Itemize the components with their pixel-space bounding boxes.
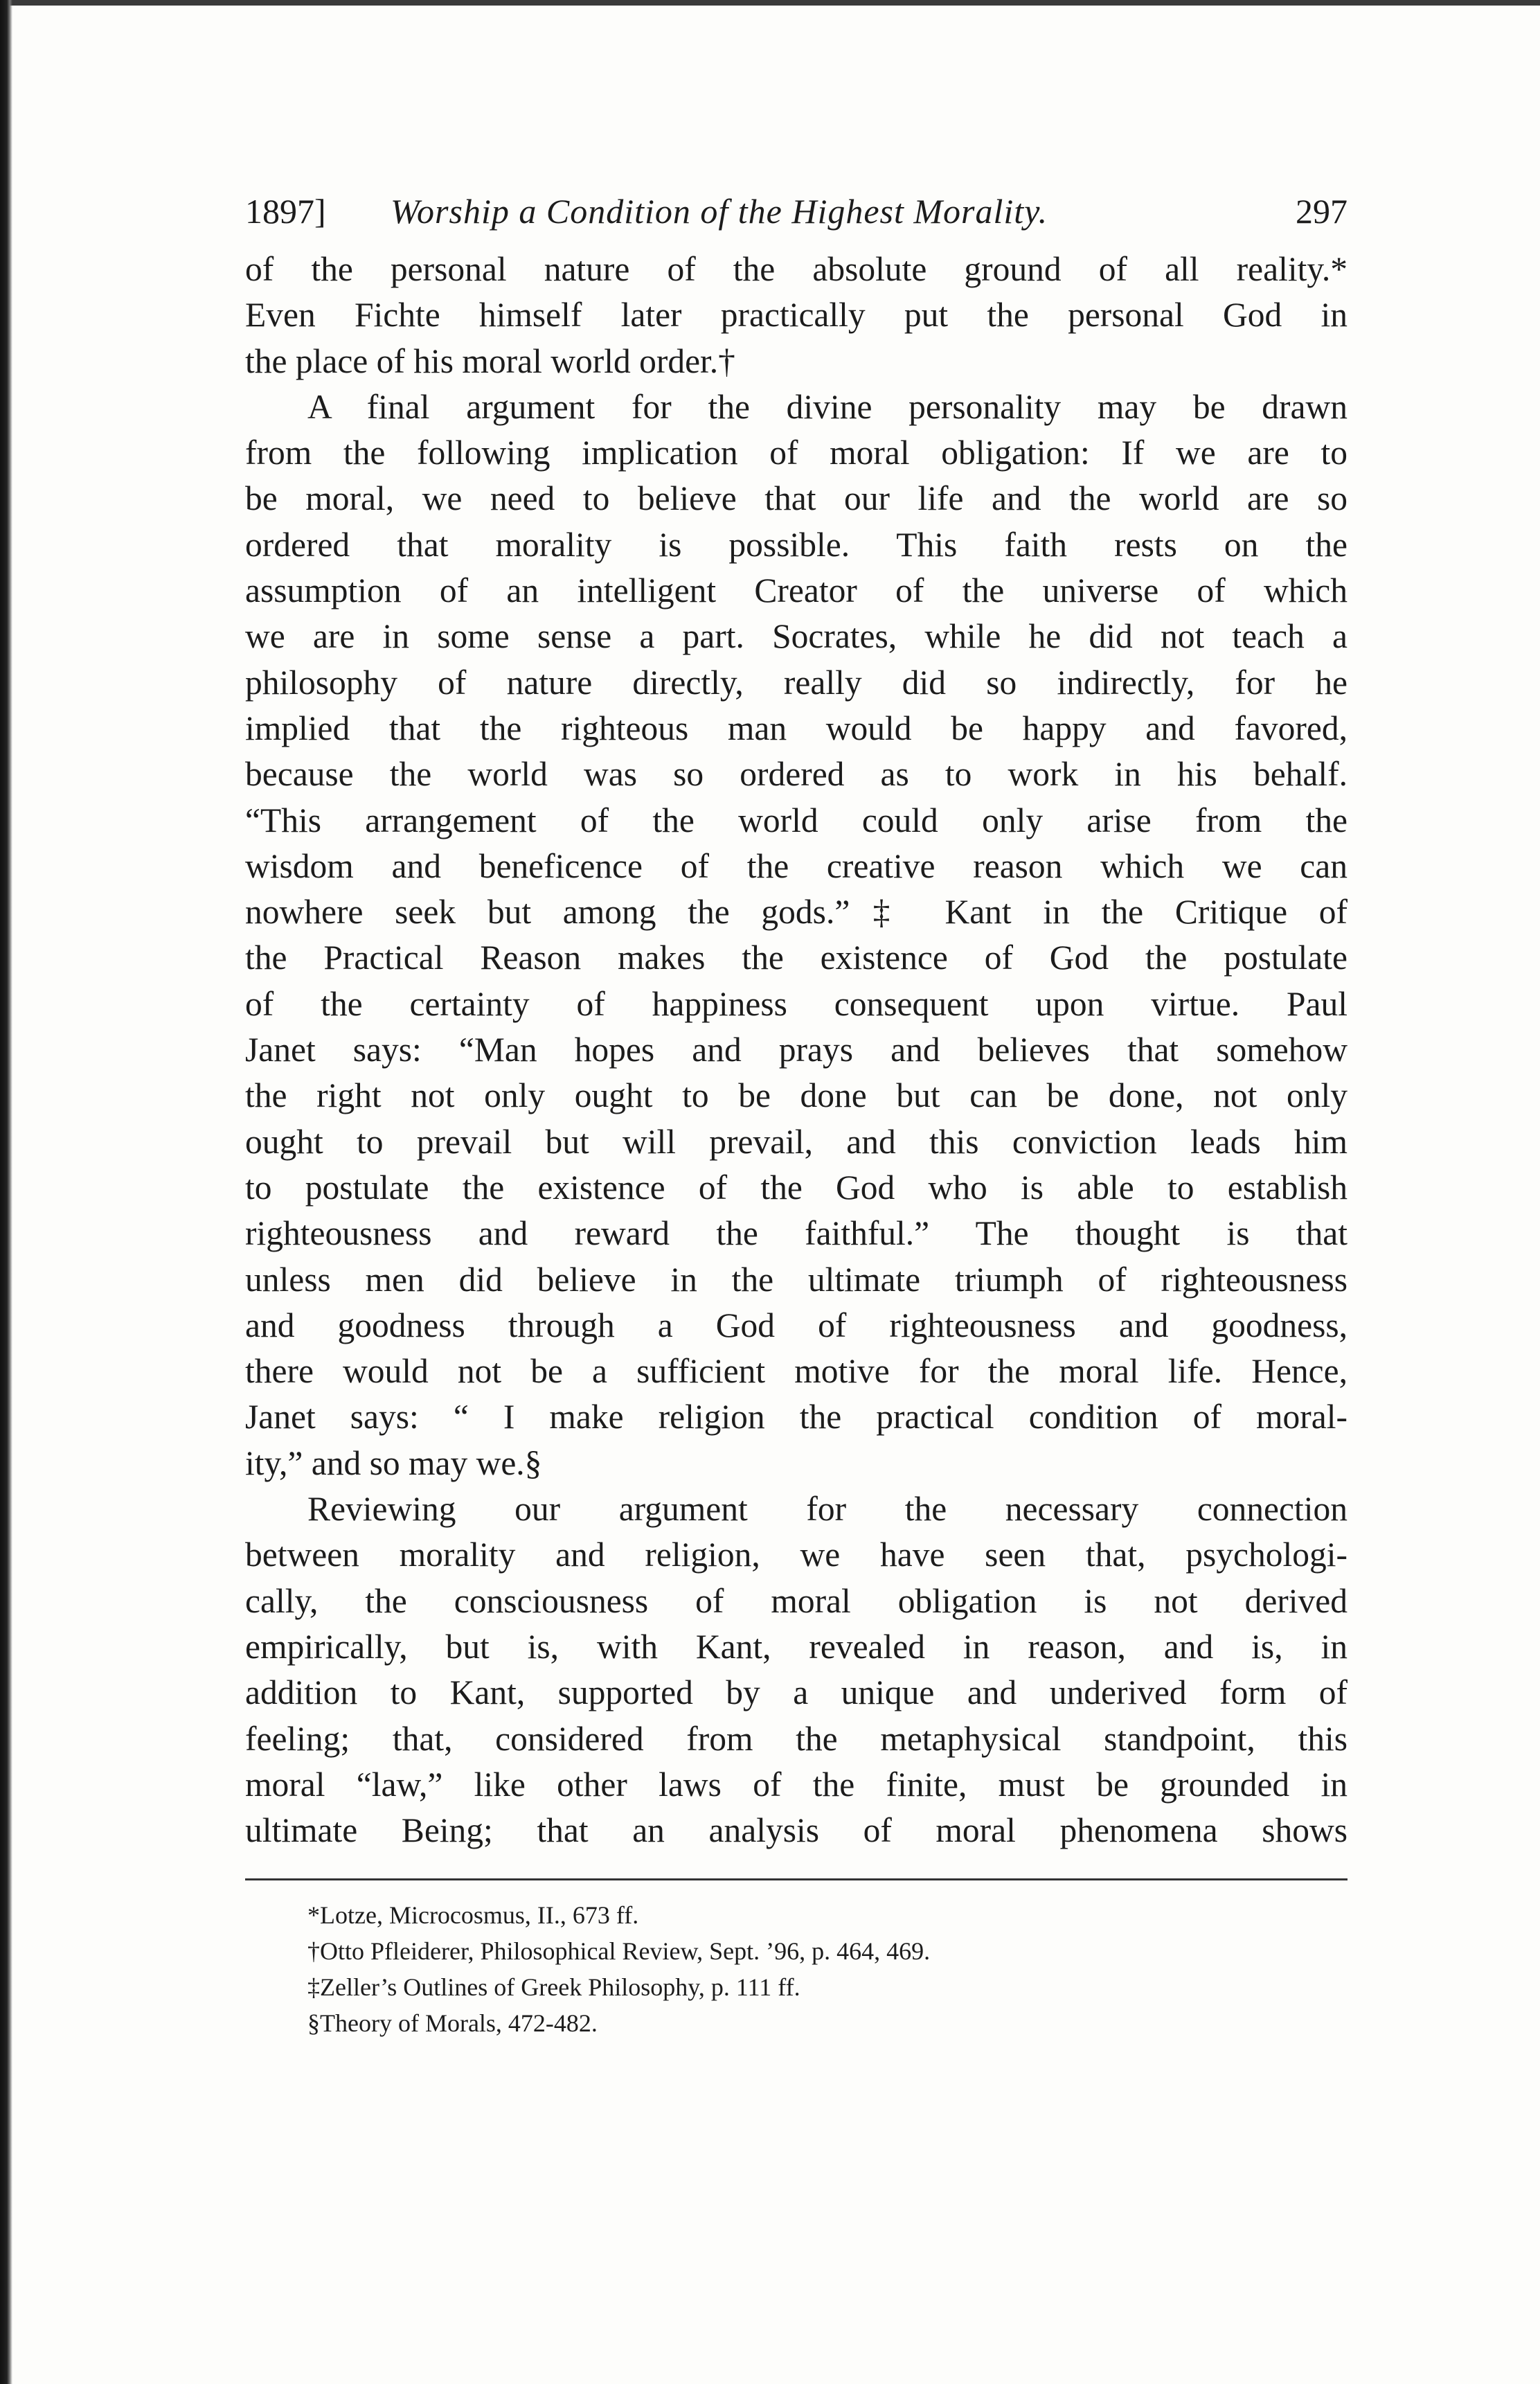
text-line: ought to prevail but will prevail, and this conviction leads him xyxy=(245,1122,1348,1161)
text-line: to postulate the existence of the God who is able to establish xyxy=(245,1168,1348,1207)
footnote-divider xyxy=(245,1878,1348,1880)
text-line: there would not be a sufficient motive for the moral life. Hence, xyxy=(245,1352,1348,1391)
text-line: be moral, we need to believe that our life and the world are so xyxy=(245,479,1348,518)
text-line: nowhere seek but among the gods.”‡ Kant in the Critique of xyxy=(245,893,1348,932)
text-line: addition to Kant, supported by a unique and underived form of xyxy=(245,1673,1348,1712)
text-line: and goodness through a God of righteousness and goodness, xyxy=(245,1306,1348,1344)
text-line: empirically, but is, with Kant, revealed in reason, and is, in xyxy=(245,1627,1348,1666)
text-line: ity,” and so may we.§ xyxy=(245,1443,542,1482)
text-line: unless men did believe in the ultimate triumph of righteousness xyxy=(245,1260,1348,1299)
text-line: implied that the righteous man would be happy and favored, xyxy=(245,709,1348,747)
text-line: the Practical Reason makes the existence of God the postulate xyxy=(245,939,1348,977)
text-line: Even Fichte himself later practically put the personal God in xyxy=(245,296,1348,335)
text-line: philosophy of nature directly, really did so indirectly, for he xyxy=(245,663,1348,702)
text-line: ordered that morality is possible. This faith rests on the xyxy=(245,525,1348,564)
running-head xyxy=(245,186,1348,242)
text-line: between morality and religion, we have seen that, psychologi- xyxy=(245,1536,1348,1574)
text-line: righteousness and reward the faithful.” The thought is that xyxy=(245,1214,1348,1253)
running-head-year: 1897] xyxy=(245,192,326,231)
text-line: we are in some sense a part. Socrates, while he did not teach a xyxy=(245,617,1348,656)
text-line: feeling; that, considered from the metaphysical standpoint, this xyxy=(245,1719,1348,1758)
text-line: Janet says: “Man hopes and prays and believes that somehow xyxy=(245,1031,1348,1069)
text-line: of the certainty of happiness consequent upon virtue. Paul xyxy=(245,984,1348,1023)
text-line: from the following implication of moral obligation: If we are to xyxy=(245,434,1348,472)
footnote: ‡Zeller’s Outlines of Greek Philosophy, p. 111 ff. xyxy=(307,1973,800,2002)
page-number: 297 xyxy=(1296,192,1348,231)
text-line: assumption of an intelligent Creator of the universe of which xyxy=(245,571,1348,610)
running-head-title: Worship a Condition of the Highest Morality. xyxy=(391,192,1048,231)
text-line: ultimate Being; that an analysis of moral phenomena shows xyxy=(245,1811,1348,1850)
text-line: A final argument for the divine personality may be drawn xyxy=(307,387,1348,426)
text-line: “This arrangement of the world could only arise from the xyxy=(245,801,1348,839)
text-line: wisdom and beneficence of the creative reason which we can xyxy=(245,846,1348,885)
text-line: of the personal nature of the absolute ground of all reality.* xyxy=(245,250,1348,288)
text-line: Reviewing our argument for the necessary connection xyxy=(307,1490,1348,1529)
scan-left-edge xyxy=(0,0,12,2384)
text-line: the right not only ought to be done but can be done, not only xyxy=(245,1076,1348,1115)
text-line: Janet says: “ I make religion the practical condition of moral- xyxy=(245,1398,1348,1436)
text-line: the place of his moral world order.† xyxy=(245,341,735,380)
footnotes xyxy=(245,1897,1348,2041)
footnote: *Lotze, Microcosmus, II., 673 ff. xyxy=(307,1901,639,1930)
book-page xyxy=(245,186,1348,2041)
text-line: moral “law,” like other laws of the finite, must be grounded in xyxy=(245,1765,1348,1804)
footnote: †Otto Pfleiderer, Philosophical Review, Sept. ’96, p. 464, 469. xyxy=(307,1937,931,1966)
body-text xyxy=(245,247,1348,1853)
scan-top-edge xyxy=(0,0,1540,6)
footnote: §Theory of Morals, 472-482. xyxy=(307,2009,598,2038)
text-line: cally, the consciousness of moral obligation is not derived xyxy=(245,1581,1348,1620)
text-line: because the world was so ordered as to work in his behalf. xyxy=(245,755,1348,794)
